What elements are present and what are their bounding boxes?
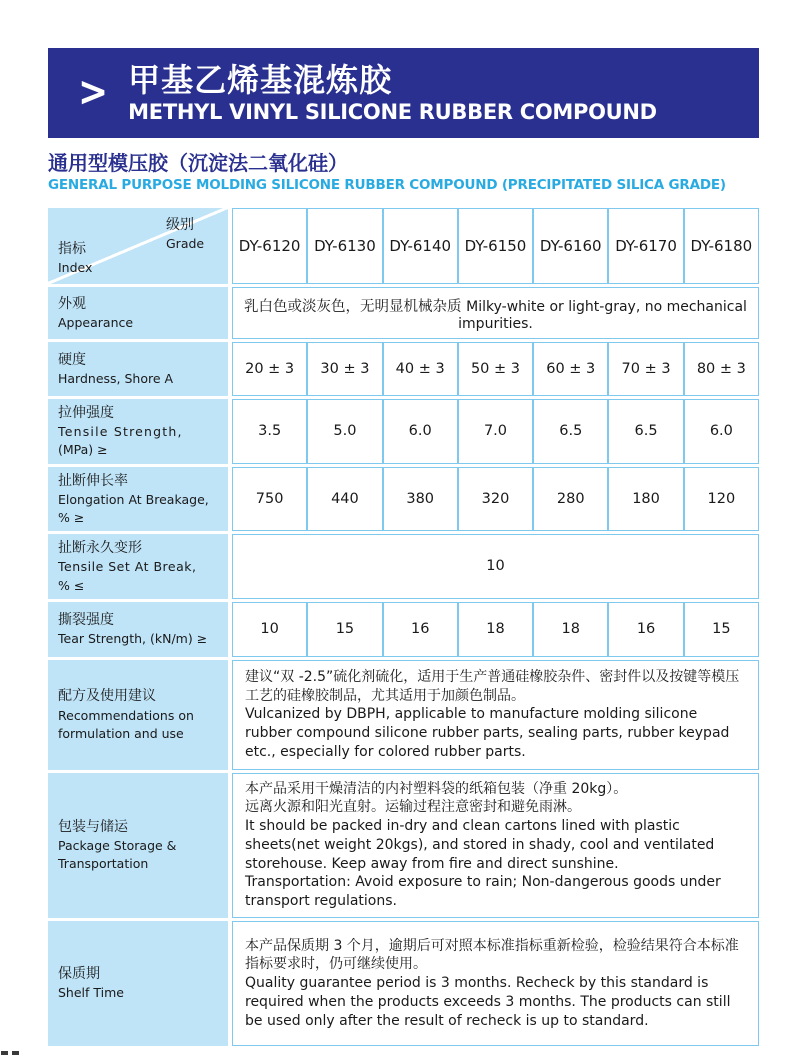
- row-label-appearance: [48, 287, 232, 339]
- appearance-value-en: Milky-white or light-gray, no mechanical impurities.: [458, 298, 747, 332]
- spec-table: [48, 205, 759, 1049]
- footer-cutoff-mark: [1, 1051, 19, 1055]
- value-cell: 40 ± 3: [383, 342, 458, 396]
- chevron-icon: >: [78, 68, 109, 116]
- value-cell: 120: [684, 467, 759, 532]
- value-cell: 18: [533, 602, 608, 657]
- value-cell: 180: [608, 467, 683, 532]
- grade-header-cell: DY-6170: [608, 208, 683, 284]
- row-label-hardness: [48, 342, 232, 396]
- label-zh: 保质期: [58, 966, 100, 983]
- label-zh: 撕裂强度: [58, 611, 114, 628]
- package-text-en-2: Transportation: Avoid exposure to rain; Non-dangerous goods under transport regulations.: [245, 874, 721, 910]
- product-title-zh: 甲基乙烯基混炼胶: [128, 60, 393, 99]
- package-text-zh-2: 远离火源和阳光直射。运输过程注意密封和避免雨淋。: [245, 799, 581, 816]
- grade-header-cell: DY-6120: [232, 208, 307, 284]
- row-package-storage: [48, 773, 759, 918]
- label-en: Package Storage &: [58, 838, 177, 854]
- corner-index-en: Index: [58, 259, 93, 275]
- tensile-set-merged-value-cell: 10: [232, 534, 759, 599]
- value-cell: 750: [232, 467, 307, 532]
- row-label-shelf-time: [48, 921, 232, 1046]
- label-en: formulation and use: [58, 725, 184, 741]
- package-text-en-1: It should be packed in-dry and clean cartons lined with plastic sheets(net weight 20kgs), and stored in shady, cool and ventilated storehouse. Keep away from fire and direct sunshine.: [245, 818, 715, 872]
- row-tensile-set: [48, 534, 759, 599]
- grade-header-cell: DY-6160: [533, 208, 608, 284]
- corner-index-label: [58, 239, 92, 277]
- label-en: Tear Strength, (kN/m) ≥: [58, 631, 208, 647]
- value-cell: 15: [684, 602, 759, 657]
- shelf-text-zh: 本产品保质期 3 个月，逾期后可对照本标准指标重新检验，检验结果符合本标准指标要求时，仍可继续使用。: [245, 937, 739, 973]
- label-en: Recommendations on: [58, 707, 194, 723]
- row-appearance: [48, 287, 759, 339]
- grade-header-cell: DY-6140: [383, 208, 458, 284]
- header-banner: [48, 48, 759, 138]
- row-tensile-strength: [48, 399, 759, 464]
- appearance-value-zh: 乳白色或淡灰色，无明显机械杂质: [244, 298, 462, 315]
- section-subtitle-en: GENERAL PURPOSE MOLDING SILICONE RUBBER COMPOUND (PRECIPITATED SILICA GRADE): [48, 177, 726, 193]
- row-elongation: [48, 467, 759, 532]
- shelf-text-en: Quality guarantee period is 3 months. Recheck by this standard is required when the products exceeds 3 months. The products can still be used only after the result of recheck is up to standard.: [245, 975, 731, 1029]
- banner-titles: [128, 61, 657, 126]
- table-header-row: [48, 208, 759, 284]
- value-cell: 80 ± 3: [684, 342, 759, 396]
- grade-header-cell: DY-6150: [458, 208, 533, 284]
- label-en: Tensile Set At Break,: [58, 559, 197, 575]
- label-en: Transportation: [58, 856, 149, 872]
- value-cell: 18: [458, 602, 533, 657]
- corner-grade-label: [166, 215, 204, 253]
- value-cell: 30 ± 3: [307, 342, 382, 396]
- corner-grade-en: Grade: [166, 236, 205, 252]
- label-unit: % ≤: [58, 577, 85, 593]
- row-shelf-time: [48, 921, 759, 1046]
- shelf-time-text-cell: [232, 921, 759, 1046]
- recommendations-text-cell: [232, 660, 759, 770]
- row-label-tear-strength: [48, 602, 232, 657]
- label-en: Hardness, Shore A: [58, 371, 174, 387]
- corner-grade-zh: 级别: [166, 217, 194, 233]
- row-hardness: [48, 342, 759, 396]
- package-text-zh-1: 本产品采用干燥清洁的内衬塑料袋的纸箱包装（净重 20kg）。: [245, 780, 628, 797]
- corner-cell-grade-index: [48, 208, 232, 284]
- value-cell: 15: [307, 602, 382, 657]
- value-cell: 6.5: [533, 399, 608, 464]
- value-cell: 440: [307, 467, 382, 532]
- label-zh: 扯断伸长率: [58, 472, 128, 489]
- label-en: Elongation At Breakage,: [58, 491, 209, 507]
- value-cell: 6.5: [608, 399, 683, 464]
- package-storage-text-cell: [232, 773, 759, 918]
- value-cell: 16: [608, 602, 683, 657]
- row-label-tensile-strength: [48, 399, 232, 464]
- corner-index-zh: 指标: [58, 240, 86, 257]
- row-label-elongation: [48, 467, 232, 532]
- recommendations-text-en: Vulcanized by DBPH, applicable to manufacture molding silicone rubber compound silicone rubber parts, sealing parts, rubber keypad etc., especially for colored rubber parts.: [245, 706, 730, 760]
- grade-header-cell: DY-6130: [307, 208, 382, 284]
- value-cell: 280: [533, 467, 608, 532]
- value-cell: 10: [232, 602, 307, 657]
- value-cell: 6.0: [684, 399, 759, 464]
- value-cell: 7.0: [458, 399, 533, 464]
- value-cell: 3.5: [232, 399, 307, 464]
- value-cell: 20 ± 3: [232, 342, 307, 396]
- value-cell: 70 ± 3: [608, 342, 683, 396]
- value-cell: 320: [458, 467, 533, 532]
- recommendations-text-zh: 建议“双 -2.5”硫化剂硫化，适用于生产普通硅橡胶杂件、密封件以及按键等模压工艺的硅橡胶制品，尤其适用于加颜色制品。: [245, 668, 740, 704]
- value-cell: 6.0: [383, 399, 458, 464]
- label-unit: (MPa) ≥: [58, 442, 108, 458]
- label-en: Appearance: [58, 315, 134, 331]
- value-cell: 5.0: [307, 399, 382, 464]
- label-en: Shelf Time: [58, 985, 124, 1001]
- label-zh: 硬度: [58, 351, 86, 368]
- row-label-recommendations: [48, 660, 232, 770]
- label-zh: 包装与储运: [58, 818, 128, 835]
- row-label-package-storage: [48, 773, 232, 918]
- value-cell: 50 ± 3: [458, 342, 533, 396]
- label-zh: 拉伸强度: [58, 405, 114, 421]
- value-cell: 380: [383, 467, 458, 532]
- row-tear-strength: [48, 602, 759, 657]
- label-unit: % ≥: [58, 509, 85, 525]
- row-label-tensile-set: [48, 534, 232, 599]
- product-title-en: METHYL VINYL SILICONE RUBBER COMPOUND: [128, 100, 657, 125]
- row-recommendations: [48, 660, 759, 770]
- value-cell: 60 ± 3: [533, 342, 608, 396]
- label-zh: 外观: [58, 295, 86, 312]
- label-zh: 配方及使用建议: [58, 688, 156, 705]
- label-en: Tensile Strength,: [58, 424, 183, 440]
- appearance-value-cell: [232, 287, 759, 339]
- section-subtitle-zh: 通用型模压胶（沉淀法二氧化硅）: [48, 151, 348, 175]
- grade-header-cell: DY-6180: [684, 208, 759, 284]
- label-zh: 扯断永久变形: [58, 540, 142, 557]
- value-cell: 16: [383, 602, 458, 657]
